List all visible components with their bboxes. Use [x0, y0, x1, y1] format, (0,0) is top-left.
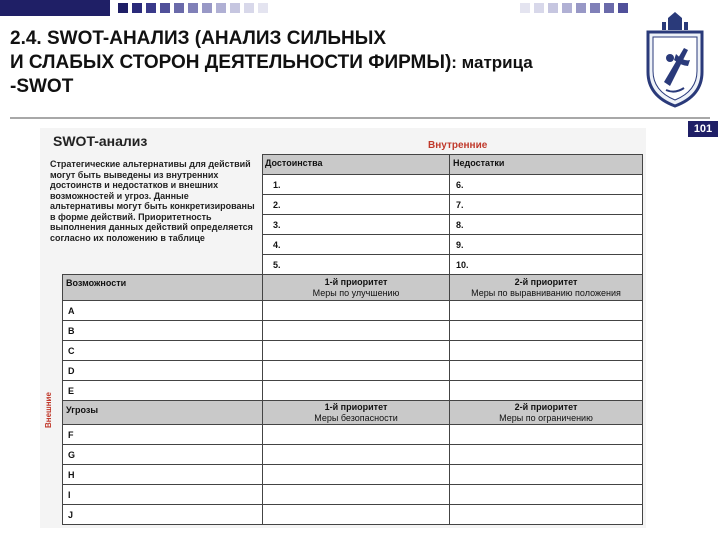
strength-item-number: 2.: [273, 200, 281, 210]
matrix-cell: [262, 484, 450, 505]
title-divider: [10, 117, 710, 119]
matrix-cell: [262, 444, 450, 465]
thr-priority1-sub: Меры безопасности: [314, 413, 398, 423]
decor-square: [548, 3, 558, 13]
decor-square: [146, 3, 156, 13]
strength-row: [262, 174, 450, 195]
opportunity-row: [62, 360, 263, 381]
decor-square: [590, 3, 600, 13]
decor-square: [216, 3, 226, 13]
decor-square: [534, 3, 544, 13]
top-decor-bar: [0, 0, 720, 20]
matrix-cell: [262, 320, 450, 341]
weakness-item-number: 10.: [456, 260, 469, 270]
weakness-row: [449, 254, 643, 275]
opportunity-letter: E: [68, 386, 75, 396]
decor-square: [188, 3, 198, 13]
opportunity-row: [62, 320, 263, 341]
strength-item-number: 3.: [273, 220, 281, 230]
matrix-cell: [262, 380, 450, 401]
matrix-cell: [262, 464, 450, 485]
weaknesses-header: Недостатки: [453, 158, 505, 168]
matrix-cell: [449, 300, 643, 321]
decor-square: [562, 3, 572, 13]
weakness-item-number: 8.: [456, 220, 464, 230]
opp-priority1-sub: Меры по улучшению: [312, 288, 400, 298]
university-emblem-logo: [640, 10, 710, 110]
threat-row: [62, 424, 263, 445]
opp-priority1-label: 1-й приоритет: [324, 277, 388, 287]
matrix-cell: [449, 360, 643, 381]
decor-square: [132, 3, 142, 13]
matrix-cell: [449, 464, 643, 485]
weakness-item-number: 7.: [456, 200, 464, 210]
matrix-cell: [449, 340, 643, 361]
strengths-header: Достоинства: [265, 158, 323, 168]
threat-letter: J: [68, 510, 74, 520]
strength-item-number: 5.: [273, 260, 281, 270]
decor-square: [258, 3, 268, 13]
threat-row: [62, 444, 263, 465]
weakness-row: [449, 214, 643, 235]
title-line-3: -SWOT: [10, 76, 74, 97]
weakness-row: [449, 234, 643, 255]
threat-letter: H: [68, 470, 75, 480]
strength-item-number: 1.: [273, 180, 281, 190]
opp-priority2-sub: Меры по выравниванию положения: [471, 288, 621, 298]
decor-square: [174, 3, 184, 13]
threat-letter: I: [68, 490, 71, 500]
decor-square: [118, 3, 128, 13]
swot-heading: SWOT-анализ: [53, 133, 148, 149]
decor-square: [618, 3, 628, 13]
opportunity-letter: D: [68, 366, 75, 376]
strength-row: [262, 194, 450, 215]
title-line-2: И СЛАБЫХ СТОРОН ДЕЯТЕЛЬНОСТИ ФИРМЫ): [10, 52, 452, 73]
decor-square: [520, 3, 530, 13]
external-label: Внешние: [44, 392, 53, 428]
opp-priority2-label: 2-й приоритет: [514, 277, 578, 287]
matrix-cell: [262, 504, 450, 525]
weakness-item-number: 6.: [456, 180, 464, 190]
title-line-2-suffix: : матрица: [451, 53, 533, 72]
matrix-cell: [449, 484, 643, 505]
title-line-1: 2.4. SWOT-АНАЛИЗ (АНАЛИЗ СИЛЬНЫХ: [10, 28, 387, 49]
opportunity-letter: B: [68, 326, 75, 336]
decor-square: [244, 3, 254, 13]
swot-intro-text: Стратегические альтернативы для действий могут быть выведены из внутренних достоинств и недостатков и внешних возможностей и угроз. Данные альтернативы могут быть конкретизированы в форме действий. Приоритетность выполнения данных действий определяется согласно их положению в таблице: [50, 159, 255, 243]
decor-square: [604, 3, 614, 13]
opportunities-header: Возможности: [66, 278, 127, 288]
opportunity-letter: A: [68, 306, 75, 316]
matrix-cell: [262, 300, 450, 321]
threat-letter: G: [68, 450, 76, 460]
weakness-row: [449, 194, 643, 215]
strength-row: [262, 234, 450, 255]
decor-square: [230, 3, 240, 13]
matrix-cell: [262, 340, 450, 361]
opportunity-row: [62, 300, 263, 321]
matrix-cell: [262, 424, 450, 445]
decor-square: [160, 3, 170, 13]
matrix-cell: [449, 424, 643, 445]
threat-row: [62, 504, 263, 525]
thr-priority2-label: 2-й приоритет: [514, 402, 578, 412]
slide-title: [10, 27, 640, 99]
decor-square: [576, 3, 586, 13]
opportunity-row: [62, 340, 263, 361]
strength-item-number: 4.: [273, 240, 281, 250]
opportunity-row: [62, 380, 263, 401]
internal-label: Внутренние: [428, 140, 488, 151]
thr-priority1-label: 1-й приоритет: [324, 402, 388, 412]
matrix-cell: [449, 444, 643, 465]
threat-row: [62, 464, 263, 485]
threat-letter: F: [68, 430, 74, 440]
strength-row: [262, 214, 450, 235]
weakness-row: [449, 174, 643, 195]
threats-header: Угрозы: [66, 405, 99, 415]
top-bar-dark-segment: [0, 0, 110, 16]
opportunity-letter: C: [68, 346, 75, 356]
threat-row: [62, 484, 263, 505]
weakness-item-number: 9.: [456, 240, 464, 250]
page-number-badge: 101: [688, 121, 718, 137]
matrix-cell: [262, 360, 450, 381]
matrix-cell: [449, 320, 643, 341]
matrix-cell: [449, 504, 643, 525]
thr-priority2-sub: Меры по ограничению: [499, 413, 593, 423]
decor-square: [202, 3, 212, 13]
matrix-cell: [449, 380, 643, 401]
strength-row: [262, 254, 450, 275]
